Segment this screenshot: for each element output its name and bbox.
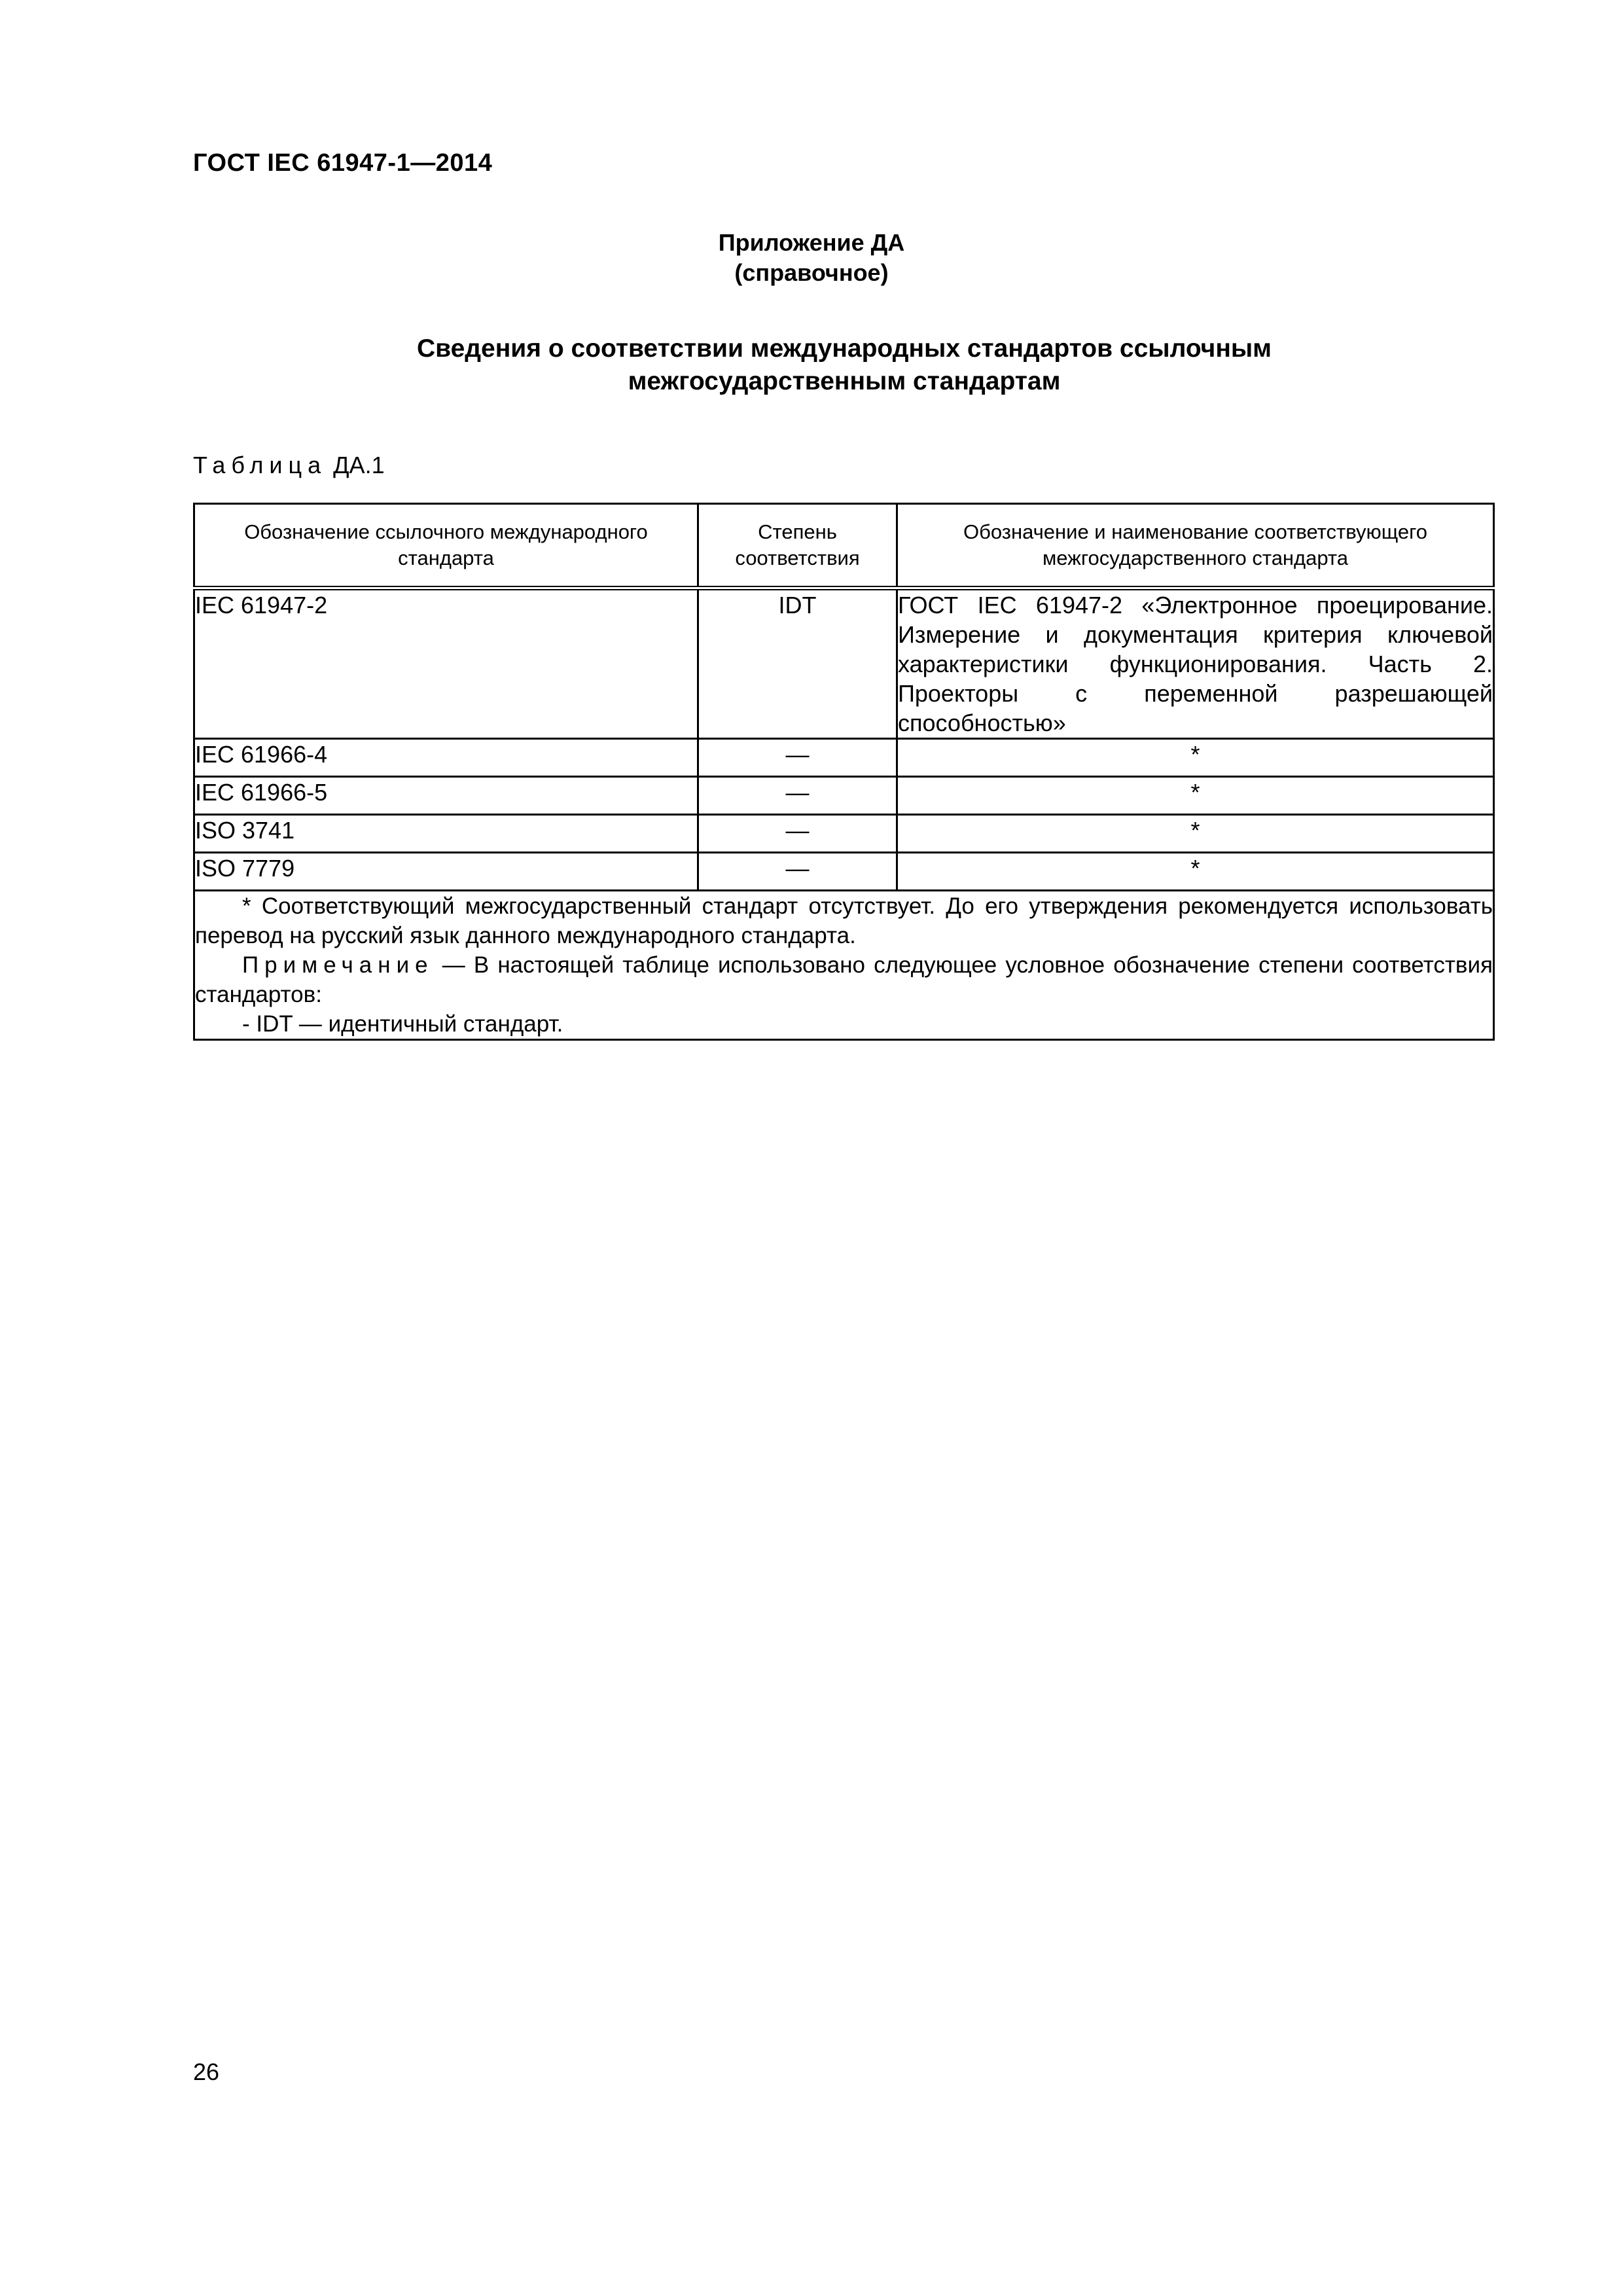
interstate-cell: * [897, 853, 1494, 891]
interstate-cell: * [897, 739, 1494, 777]
table-note-label: Примечание [242, 952, 434, 978]
table-row [194, 815, 1494, 853]
annex-label: Приложение ДА [718, 229, 905, 256]
degree-cell: — [698, 815, 897, 853]
table-caption-number: ДА.1 [333, 452, 385, 478]
reference-cell: ISO 7779 [194, 853, 698, 891]
table-caption-word: Таблица [193, 452, 327, 478]
page-number: 26 [193, 2058, 220, 2085]
table-row [194, 588, 1494, 739]
degree-cell: IDT [698, 588, 897, 739]
table-note-item: - IDT — идентичный стандарт. [242, 1011, 563, 1037]
table-note [195, 950, 1493, 1009]
column-header-degree: Степень соответствия [698, 504, 897, 588]
annex-heading [0, 228, 1623, 288]
table-header-row [194, 504, 1494, 588]
table-row [194, 777, 1494, 815]
degree-cell: — [698, 739, 897, 777]
degree-cell: — [698, 853, 897, 891]
document-code: ГОСТ IEC 61947-1—2014 [193, 149, 493, 177]
annex-title-line-1: Сведения о соответствии международных стандартов ссылочным [416, 334, 1272, 363]
degree-cell: — [698, 777, 897, 815]
reference-cell: IEC 61966-4 [194, 739, 698, 777]
table-notes-cell [194, 891, 1494, 1040]
interstate-cell: * [897, 777, 1494, 815]
annex-kind: (справочное) [734, 259, 889, 286]
annex-title [327, 332, 1361, 398]
table-caption [193, 452, 385, 479]
annex-title-line-2: межгосударственным стандартам [628, 367, 1061, 395]
table-row [194, 853, 1494, 891]
table-row [194, 739, 1494, 777]
table-notes-row [194, 891, 1494, 1040]
table-footnote: * Соответствующий межгосударственный стандарт отсутствует. До его утверждения рекомендуется использовать перевод на русский язык данного международного стандарта. [195, 893, 1493, 948]
reference-cell: IEC 61947-2 [194, 588, 698, 739]
reference-cell: ISO 3741 [194, 815, 698, 853]
interstate-cell: ГОСТ IEC 61947-2 «Электронное проецирование. Измерение и документация критерия ключевой характеристики функционирования. Часть 2. Проекторы с переменной разрешающей способностью» [897, 588, 1494, 739]
column-header-interstate: Обозначение и наименование соответствующего межгосударственного стандарта [897, 504, 1494, 588]
conformity-table [193, 503, 1495, 1041]
reference-cell: IEC 61966-5 [194, 777, 698, 815]
column-header-reference: Обозначение ссылочного международного стандарта [194, 504, 698, 588]
interstate-cell: * [897, 815, 1494, 853]
table-note-text: — В настоящей таблице использовано следующее условное обозначение степени соответствия стандартов: [195, 952, 1493, 1007]
